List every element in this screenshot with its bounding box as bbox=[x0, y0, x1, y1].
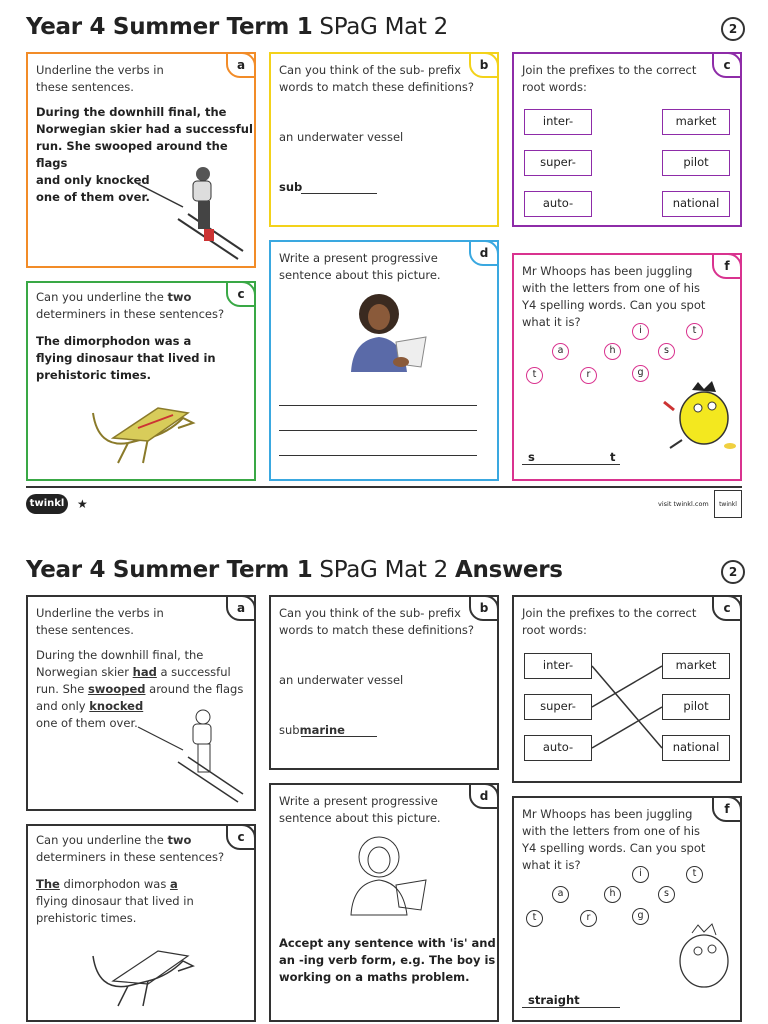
answer-f-card bbox=[512, 796, 742, 1022]
prefix-box-auto[interactable]: auto- bbox=[524, 191, 592, 217]
question-tag-c: c bbox=[226, 281, 256, 307]
question-c-determiner-card bbox=[26, 281, 256, 481]
letter-circle: i bbox=[632, 323, 649, 340]
dinosaur-outline-illustration bbox=[88, 936, 198, 1011]
question-c-det-instruction: Can you underline the two determiners in these sentences? bbox=[36, 290, 225, 321]
question-tag-b: b bbox=[469, 52, 499, 78]
letter-circle: t bbox=[686, 866, 703, 883]
hint-last-letter: t bbox=[610, 450, 616, 464]
skier-illustration bbox=[138, 159, 248, 259]
girl-reading-illustration bbox=[341, 292, 431, 377]
question-c-det-sentences: The dimorphodon was a flying dinosaur that lived in prehistoric times. bbox=[36, 334, 216, 382]
hint-first-letter: s bbox=[528, 450, 535, 464]
girl-reading-outline-illustration bbox=[341, 835, 431, 920]
answer-word: submarine bbox=[279, 723, 345, 737]
letter-circle: a bbox=[552, 343, 569, 360]
letter-circle: t bbox=[526, 910, 543, 927]
letter-circle: t bbox=[526, 367, 543, 384]
answer-c-det-instruction: Can you underline the two determiners in these sentences? bbox=[36, 833, 225, 864]
prefix-box-auto: auto- bbox=[524, 735, 592, 761]
letter-circle: s bbox=[658, 886, 675, 903]
question-tag-f: f bbox=[712, 253, 742, 279]
prefix-box-inter: inter- bbox=[524, 653, 592, 679]
question-tag-c: c bbox=[712, 52, 742, 78]
question-tag-a: a bbox=[226, 52, 256, 78]
question-b-card bbox=[269, 52, 499, 227]
dinosaur-illustration bbox=[88, 393, 198, 468]
question-tag-a: a bbox=[226, 595, 256, 621]
footer-url[interactable]: visit twinkl.com bbox=[658, 500, 709, 508]
answer-c-prefix-card bbox=[512, 595, 742, 783]
letter-circle: g bbox=[632, 908, 649, 925]
star-icon: ★ bbox=[77, 497, 88, 511]
root-box-pilot: pilot bbox=[662, 694, 730, 720]
answer-blank bbox=[522, 1007, 620, 1008]
page-number-badge: 2 bbox=[721, 17, 745, 41]
root-box-market[interactable]: market bbox=[662, 109, 730, 135]
answer-b-instruction: Can you think of the sub- prefix words to match these definitions? bbox=[279, 606, 474, 637]
answer-c-det-sentences: The dimorphodon was a flying dinosaur that lived in prehistoric times. bbox=[36, 877, 194, 925]
answer-line-2[interactable] bbox=[279, 430, 477, 431]
letter-circle: a bbox=[552, 886, 569, 903]
root-box-national[interactable]: national bbox=[662, 191, 730, 217]
answers-page-title: Year 4 Summer Term 1 SPaG Mat 2 Answers bbox=[26, 557, 563, 583]
answer-d-instruction: Write a present progressive sentence about this picture. bbox=[279, 794, 441, 825]
twinkl-quality-badge: twinkl bbox=[714, 490, 742, 518]
question-f-card bbox=[512, 253, 742, 481]
answer-line-1[interactable] bbox=[279, 405, 477, 406]
answer-f-instruction: Mr Whoops has been juggling with the letters from one of his Y4 spelling words. Can you spot what it is? bbox=[522, 807, 706, 872]
letter-circle: r bbox=[580, 367, 597, 384]
page-title: Year 4 Summer Term 1 SPaG Mat 2 bbox=[26, 14, 448, 40]
question-f-instruction: Mr Whoops has been juggling with the letters from one of his Y4 spelling words. Can you spot what it is? bbox=[522, 264, 706, 329]
page-number-badge: 2 bbox=[721, 560, 745, 584]
answer-f-text: straight bbox=[528, 993, 580, 1007]
answer-blank[interactable] bbox=[522, 464, 620, 465]
root-box-market: market bbox=[662, 653, 730, 679]
answer-line-3[interactable] bbox=[279, 455, 477, 456]
answer-a-card bbox=[26, 595, 256, 811]
question-d-instruction: Write a present progressive sentence about this picture. bbox=[279, 251, 441, 282]
letter-circle: r bbox=[580, 910, 597, 927]
prefix-box-super[interactable]: super- bbox=[524, 150, 592, 176]
answer-c-determiner-card bbox=[26, 824, 256, 1022]
definition-text: an underwater vessel bbox=[279, 673, 404, 687]
footer-divider bbox=[26, 486, 742, 488]
mr-whoops-illustration bbox=[662, 380, 737, 452]
skier-outline-illustration bbox=[138, 702, 248, 802]
answer-b-card bbox=[269, 595, 499, 770]
question-a-card bbox=[26, 52, 256, 268]
question-tag-f: f bbox=[712, 796, 742, 822]
prefix-box-super: super- bbox=[524, 694, 592, 720]
letter-circle: s bbox=[658, 343, 675, 360]
letter-circle: g bbox=[632, 365, 649, 382]
answer-blank bbox=[301, 736, 377, 737]
letter-circle: i bbox=[632, 866, 649, 883]
definition-text: an underwater vessel bbox=[279, 130, 404, 144]
twinkl-logo: twinkl bbox=[26, 494, 68, 514]
letter-circle: h bbox=[604, 886, 621, 903]
root-box-national: national bbox=[662, 735, 730, 761]
prefix-text: sub bbox=[279, 180, 303, 194]
question-c-prefix-card bbox=[512, 52, 742, 227]
letter-circle: h bbox=[604, 343, 621, 360]
question-tag-c: c bbox=[226, 824, 256, 850]
answer-a-instruction: Underline the verbs in these sentences. bbox=[36, 606, 164, 637]
question-a-instruction: Underline the verbs in these sentences. bbox=[36, 63, 164, 94]
question-d-card bbox=[269, 240, 499, 481]
answer-d-card bbox=[269, 783, 499, 1022]
answer-a-sentences: During the downhill final, the Norwegian skier had a successful run. She swooped around the flags and only knocked one of them over. bbox=[36, 648, 244, 730]
question-tag-b: b bbox=[469, 595, 499, 621]
question-b-instruction: Can you think of the sub- prefix words to match these definitions? bbox=[279, 63, 474, 94]
question-tag-d: d bbox=[469, 240, 499, 266]
question-tag-c: c bbox=[712, 595, 742, 621]
mr-whoops-outline-illustration bbox=[662, 923, 737, 995]
question-tag-d: d bbox=[469, 783, 499, 809]
letter-circle: t bbox=[686, 323, 703, 340]
answer-c-instruction: Join the prefixes to the correct root words: bbox=[522, 606, 697, 637]
root-box-pilot[interactable]: pilot bbox=[662, 150, 730, 176]
question-a-sentences: During the downhill final, the Norwegian skier had a successful run. She swooped around the flags and only knocked one of them over. bbox=[36, 105, 253, 204]
answer-d-text: Accept any sentence with 'is' and an -ing verb form, e.g. The boy is working on a maths problem. bbox=[279, 936, 496, 984]
prefix-box-inter[interactable]: inter- bbox=[524, 109, 592, 135]
answer-blank[interactable] bbox=[301, 193, 377, 194]
question-c-instruction: Join the prefixes to the correct root words: bbox=[522, 63, 697, 94]
